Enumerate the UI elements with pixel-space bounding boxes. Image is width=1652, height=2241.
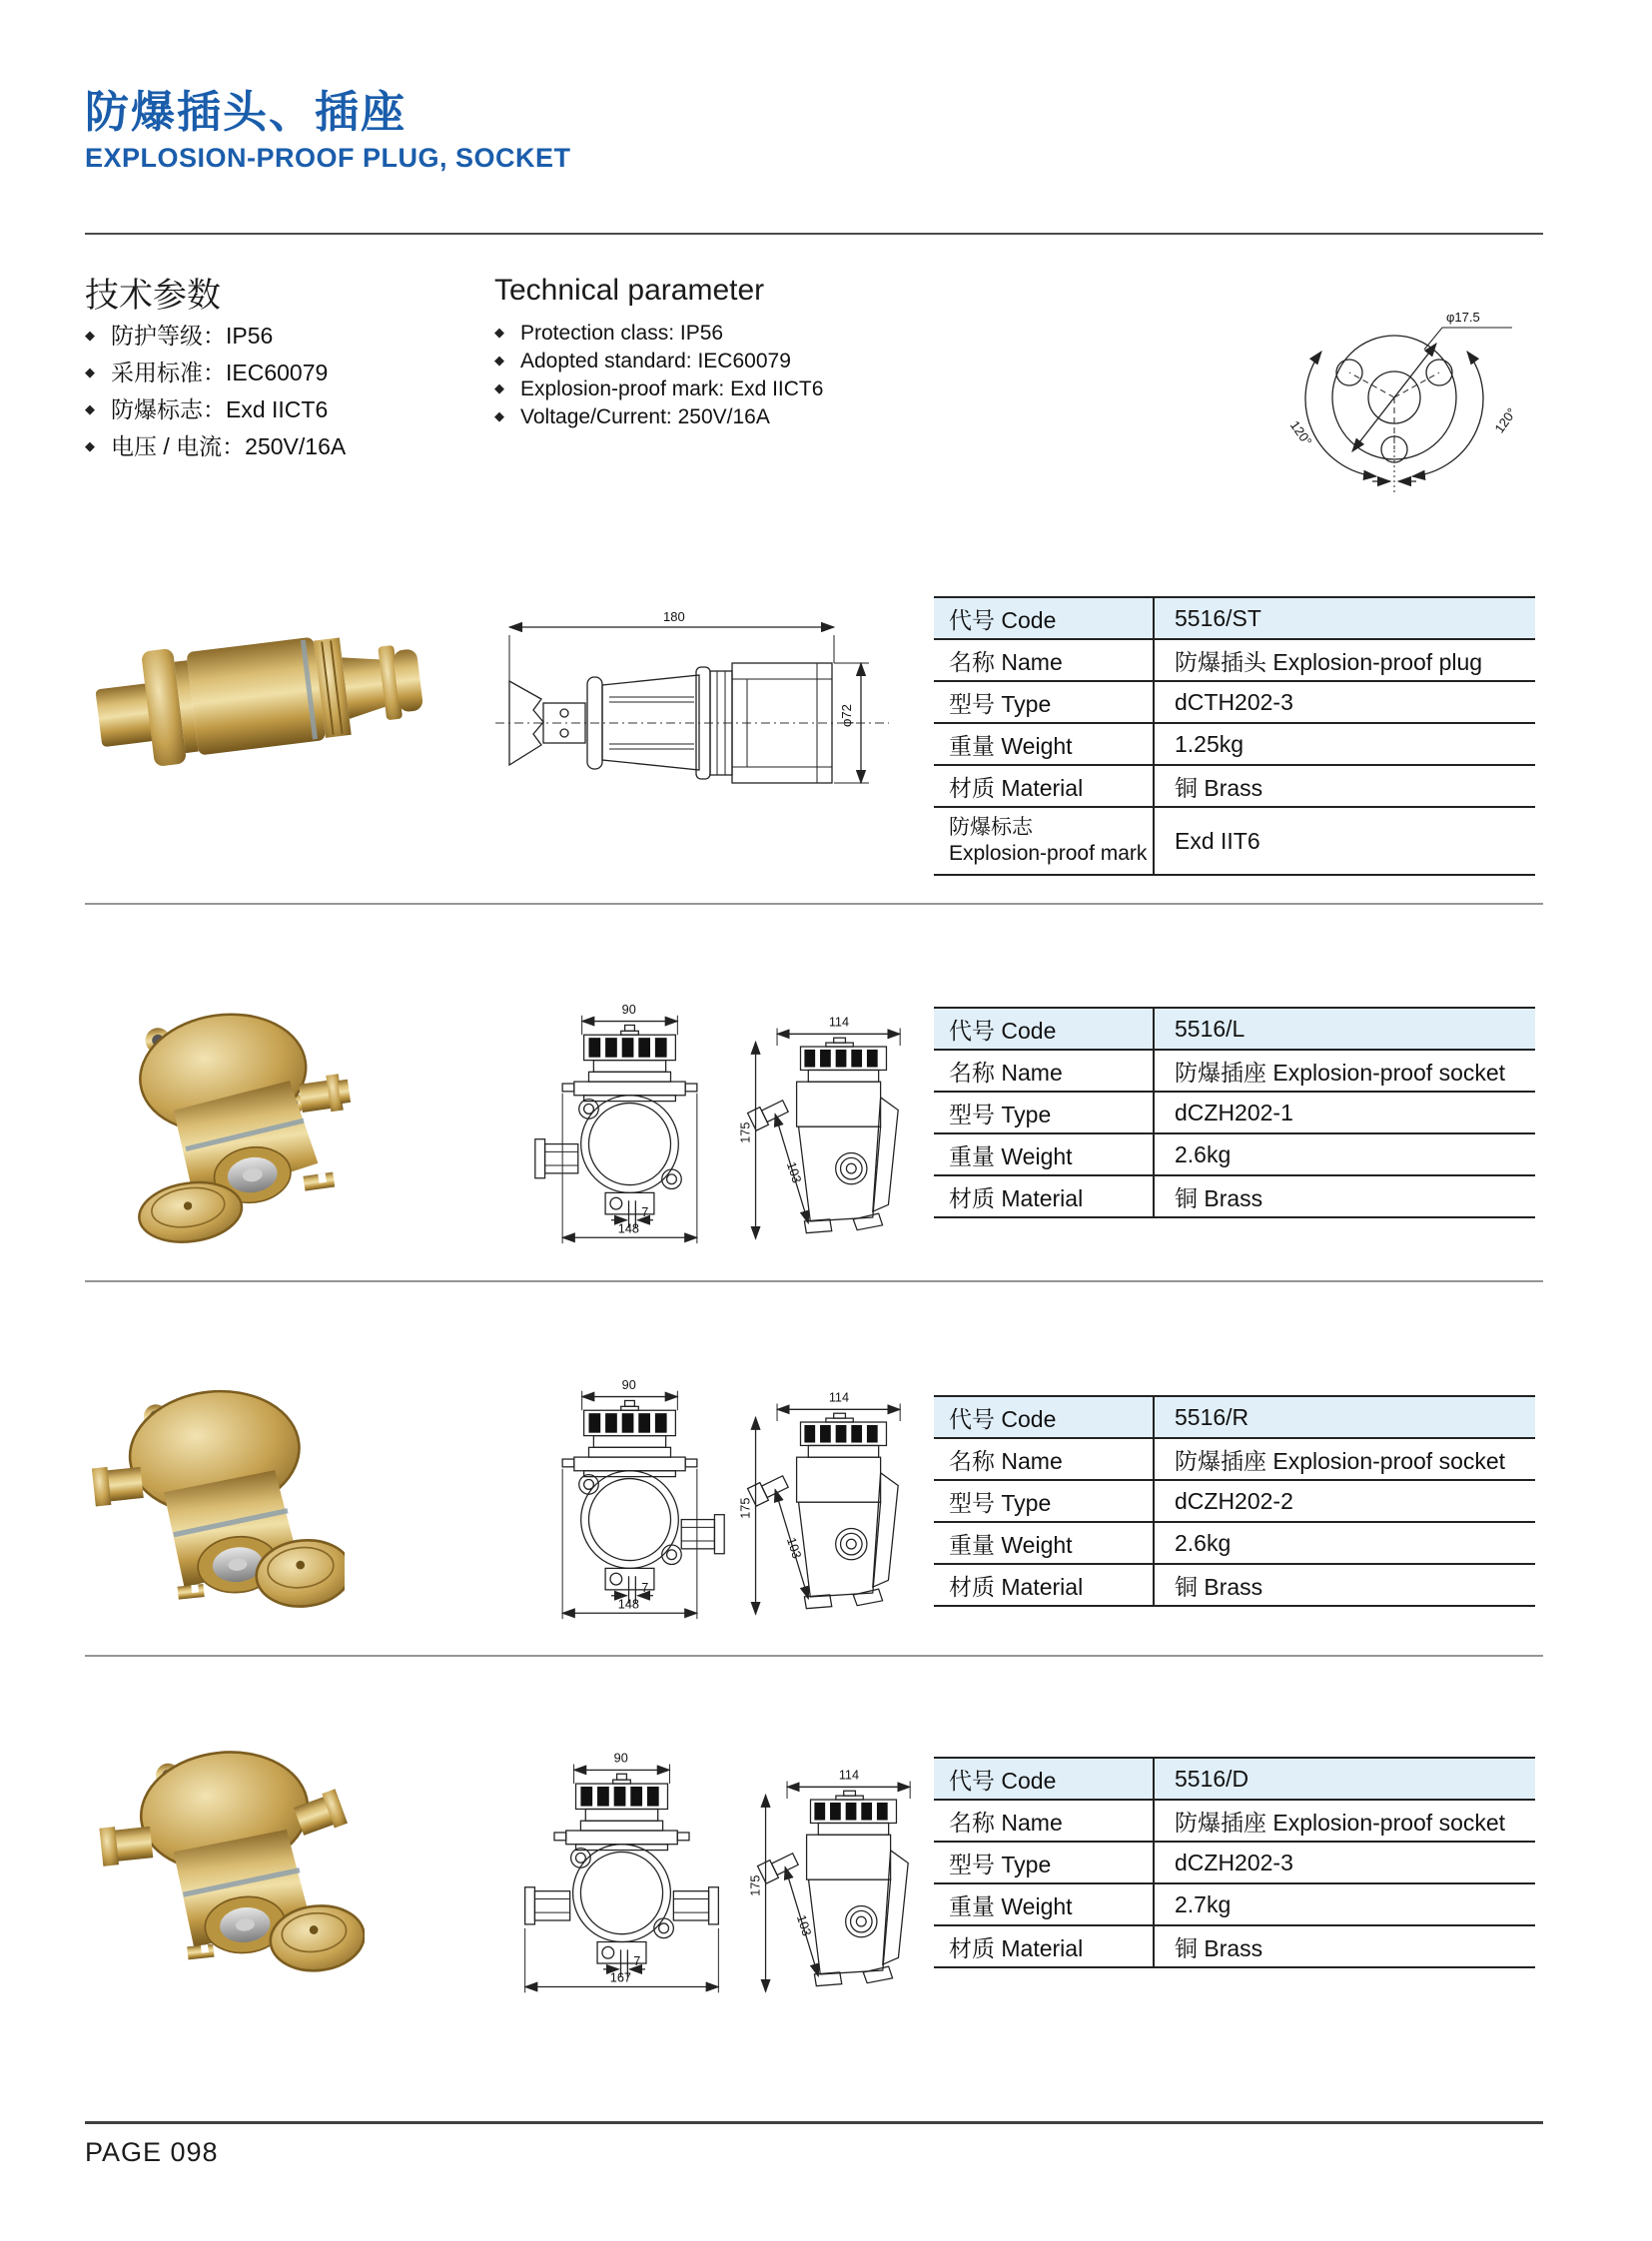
spec-label: 代号 Code <box>934 597 1154 639</box>
svg-text:167: 167 <box>609 1969 631 1985</box>
svg-text:90: 90 <box>621 1377 636 1392</box>
socket-side-drawing-r <box>734 1380 909 1636</box>
spec-value: 铜 Brass <box>1154 1175 1535 1217</box>
spec-value: 防爆插头 Explosion-proof plug <box>1154 639 1535 681</box>
spec-label: 型号 Type <box>934 1092 1154 1133</box>
product-photo-socket-d <box>95 1710 365 2024</box>
list-item <box>85 355 346 391</box>
table-row <box>934 723 1535 765</box>
spec-label: 材质 Material <box>934 1564 1154 1606</box>
svg-text:114: 114 <box>828 1390 850 1405</box>
spec-value: dCTH202-3 <box>1154 681 1535 723</box>
spec-value: 5516/D <box>1154 1758 1535 1800</box>
socket-front-drawing-d <box>509 1744 734 2007</box>
table-row <box>934 765 1535 807</box>
tech-item: Protection class: IP56 <box>520 322 724 345</box>
spec-label: 重量 Weight <box>934 1883 1154 1925</box>
svg-text:114: 114 <box>838 1768 860 1783</box>
list-item <box>85 391 346 428</box>
svg-text:148: 148 <box>617 1221 639 1236</box>
page-subtitle: EXPLOSION-PROOF PLUG, SOCKET <box>85 143 571 173</box>
diamond-bullet-icon: ◆ <box>494 379 504 395</box>
table-row <box>934 1396 1535 1438</box>
diamond-bullet-icon: ◆ <box>85 364 95 379</box>
table-row <box>934 1522 1535 1564</box>
spec-label: 型号 Type <box>934 1842 1154 1883</box>
tech-item: Adopted standard: IEC60079 <box>520 350 791 373</box>
spec-value: 2.6kg <box>1154 1133 1535 1175</box>
footer-divider <box>85 2121 1543 2124</box>
spec-label: 代号 Code <box>934 1758 1154 1800</box>
spec-value: 2.6kg <box>1154 1522 1535 1564</box>
tech-list-en <box>494 320 823 431</box>
svg-text:148: 148 <box>617 1597 639 1612</box>
spec-label: 重量 Weight <box>934 1133 1154 1175</box>
spec-table-5516-d <box>934 1757 1535 1968</box>
table-row <box>934 1050 1535 1092</box>
spec-table-5516-st <box>934 596 1535 876</box>
tech-item: Explosion-proof mark: Exd IICT6 <box>520 377 824 400</box>
dim-diameter: φ72 <box>839 704 854 727</box>
spec-label: 代号 Code <box>934 1008 1154 1050</box>
table-row <box>934 597 1535 639</box>
svg-text:120°: 120° <box>1286 417 1315 449</box>
spec-label: 材质 Material <box>934 1925 1154 1967</box>
pin-layout-diagram <box>1276 290 1541 494</box>
table-row <box>934 639 1535 681</box>
spec-label: 型号 Type <box>934 681 1154 723</box>
svg-text:175: 175 <box>748 1874 763 1896</box>
spec-label: 代号 Code <box>934 1396 1154 1438</box>
tech-item: 采用标准：IEC60079 <box>111 360 329 385</box>
spec-label: 重量 Weight <box>934 1522 1154 1564</box>
spec-table-5516-r <box>934 1395 1535 1607</box>
table-row <box>934 1133 1535 1175</box>
table-row <box>934 1842 1535 1883</box>
table-row <box>934 1883 1535 1925</box>
list-item <box>85 428 346 465</box>
section-divider <box>85 1280 1543 1282</box>
spec-value: dCZH202-3 <box>1154 1842 1535 1883</box>
tech-item: Voltage/Current: 250V/16A <box>520 405 770 428</box>
list-item <box>494 320 823 348</box>
dim-length: 180 <box>663 609 685 624</box>
svg-text:φ17.5: φ17.5 <box>1446 310 1480 325</box>
socket-front-drawing-l <box>527 995 732 1258</box>
tech-item: 防护等级：IP56 <box>111 323 274 349</box>
list-item <box>494 348 823 375</box>
svg-text:7: 7 <box>641 1580 649 1595</box>
spec-value: 防爆插座 Explosion-proof socket <box>1154 1050 1535 1092</box>
spec-label: 名称 Name <box>934 1800 1154 1842</box>
plug-dimension-drawing <box>489 605 894 820</box>
spec-value: 5516/ST <box>1154 597 1535 639</box>
table-row <box>934 1438 1535 1480</box>
spec-label <box>934 807 1154 875</box>
tech-heading-zh: 技术参数 <box>85 277 221 315</box>
svg-text:103: 103 <box>783 1535 804 1561</box>
spec-label: 名称 Name <box>934 639 1154 681</box>
spec-value: 2.7kg <box>1154 1883 1535 1925</box>
product-photo-socket-r <box>85 1350 345 1650</box>
spec-value: 5516/L <box>1154 1008 1535 1050</box>
spec-value: 1.25kg <box>1154 723 1535 765</box>
spec-value: 铜 Brass <box>1154 765 1535 807</box>
svg-text:103: 103 <box>783 1159 804 1185</box>
diamond-bullet-icon: ◆ <box>85 437 95 453</box>
section-divider <box>85 1655 1543 1657</box>
header-divider <box>85 233 1543 235</box>
spec-value: Exd IIT6 <box>1154 807 1535 875</box>
spec-value: 5516/R <box>1154 1396 1535 1438</box>
product-photo-plug <box>95 611 434 776</box>
spec-table-5516-l <box>934 1007 1535 1218</box>
spec-label: 材质 Material <box>934 1175 1154 1217</box>
table-row <box>934 807 1535 875</box>
tech-heading-en: Technical parameter <box>494 274 765 307</box>
svg-text:120°: 120° <box>1491 404 1520 436</box>
table-row <box>934 1175 1535 1217</box>
table-row <box>934 1564 1535 1606</box>
diamond-bullet-icon: ◆ <box>494 352 504 368</box>
socket-side-drawing-d <box>744 1758 919 2013</box>
svg-text:7: 7 <box>641 1204 649 1219</box>
svg-text:175: 175 <box>738 1121 753 1143</box>
socket-front-drawing-r <box>527 1370 732 1634</box>
svg-text:103: 103 <box>793 1912 814 1938</box>
spec-label: 材质 Material <box>934 765 1154 807</box>
diamond-bullet-icon: ◆ <box>494 324 504 340</box>
spec-value: 铜 Brass <box>1154 1564 1535 1606</box>
svg-text:90: 90 <box>621 1002 636 1017</box>
spec-label-line1: 防爆标志 <box>949 816 1033 839</box>
svg-text:90: 90 <box>613 1750 628 1766</box>
page-number: PAGE 098 <box>85 2137 219 2167</box>
diamond-bullet-icon: ◆ <box>494 407 504 423</box>
socket-side-drawing-l <box>734 1005 909 1260</box>
diamond-bullet-icon: ◆ <box>85 400 95 416</box>
spec-label: 型号 Type <box>934 1480 1154 1522</box>
spec-label: 重量 Weight <box>934 723 1154 765</box>
svg-text:7: 7 <box>633 1953 641 1968</box>
spec-value: 防爆插座 Explosion-proof socket <box>1154 1438 1535 1480</box>
table-row <box>934 1480 1535 1522</box>
table-row <box>934 681 1535 723</box>
table-row <box>934 1008 1535 1050</box>
spec-value: 防爆插座 Explosion-proof socket <box>1154 1800 1535 1842</box>
spec-label-line2: Explosion-proof mark <box>949 842 1148 865</box>
diamond-bullet-icon: ◆ <box>85 327 95 343</box>
spec-value: 铜 Brass <box>1154 1925 1535 1967</box>
spec-label: 名称 Name <box>934 1438 1154 1480</box>
table-row <box>934 1925 1535 1967</box>
tech-item: 防爆标志：Exd IICT6 <box>111 396 329 422</box>
product-photo-socket-l <box>105 974 355 1268</box>
table-row <box>934 1758 1535 1800</box>
list-item <box>85 318 346 355</box>
section-divider <box>85 903 1543 905</box>
page-title: 防爆插头、插座 <box>85 88 407 137</box>
list-item <box>494 403 823 431</box>
table-row <box>934 1092 1535 1133</box>
list-item <box>494 375 823 403</box>
tech-list-zh <box>85 318 346 465</box>
tech-item: 电压 / 电流：250V/16A <box>111 433 347 459</box>
svg-text:175: 175 <box>738 1497 753 1519</box>
svg-text:114: 114 <box>828 1015 850 1030</box>
spec-value: dCZH202-2 <box>1154 1480 1535 1522</box>
table-row <box>934 1800 1535 1842</box>
spec-value: dCZH202-1 <box>1154 1092 1535 1133</box>
spec-label: 名称 Name <box>934 1050 1154 1092</box>
